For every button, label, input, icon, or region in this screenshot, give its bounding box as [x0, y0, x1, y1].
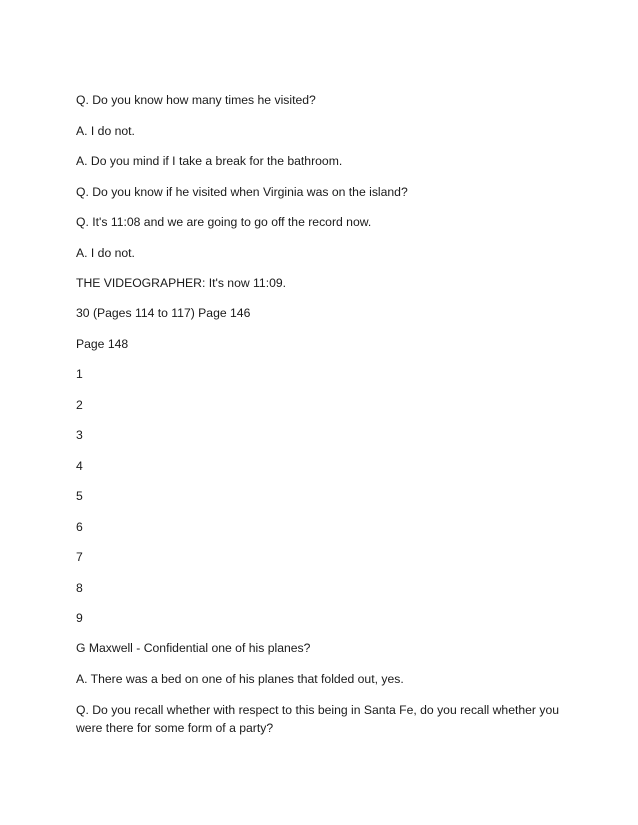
line-number: 6	[76, 520, 83, 534]
transcript-line-6: A. I do not.	[76, 246, 135, 260]
line-number: 8	[76, 581, 83, 595]
line-number: 1	[76, 367, 83, 381]
line-number: 7	[76, 550, 83, 564]
transcript-line-2: A. I do not.	[76, 124, 135, 138]
transcript-line-3: A. Do you mind if I take a break for the bathroom.	[76, 154, 343, 168]
transcript-line-5: Q. It's 11:08 and we are going to go off the record now.	[76, 215, 372, 229]
line-number: 3	[76, 428, 83, 442]
transcript-line-9: A. There was a bed on one of his planes that folded out, yes.	[76, 672, 404, 686]
line-number: 2	[76, 398, 83, 412]
line-number: 5	[76, 489, 83, 503]
transcript-line-4: Q. Do you know if he visited when Virginia was on the island?	[76, 185, 408, 199]
line-number: 4	[76, 459, 83, 473]
transcript-line-10: Q. Do you recall whether with respect to this being in Santa Fe, do you recall whether you were there for some form of a party?	[76, 703, 560, 735]
transcript-line-1: Q. Do you know how many times he visited?	[76, 93, 316, 107]
page-reference: 30 (Pages 114 to 117) Page 146	[76, 306, 251, 320]
transcript-line-8: G Maxwell - Confidential one of his planes?	[76, 641, 311, 655]
line-number: 9	[76, 611, 83, 625]
page-number-heading: Page 148	[76, 337, 129, 351]
transcript-line-7: THE VIDEOGRAPHER: It's now 11:09.	[76, 276, 287, 290]
